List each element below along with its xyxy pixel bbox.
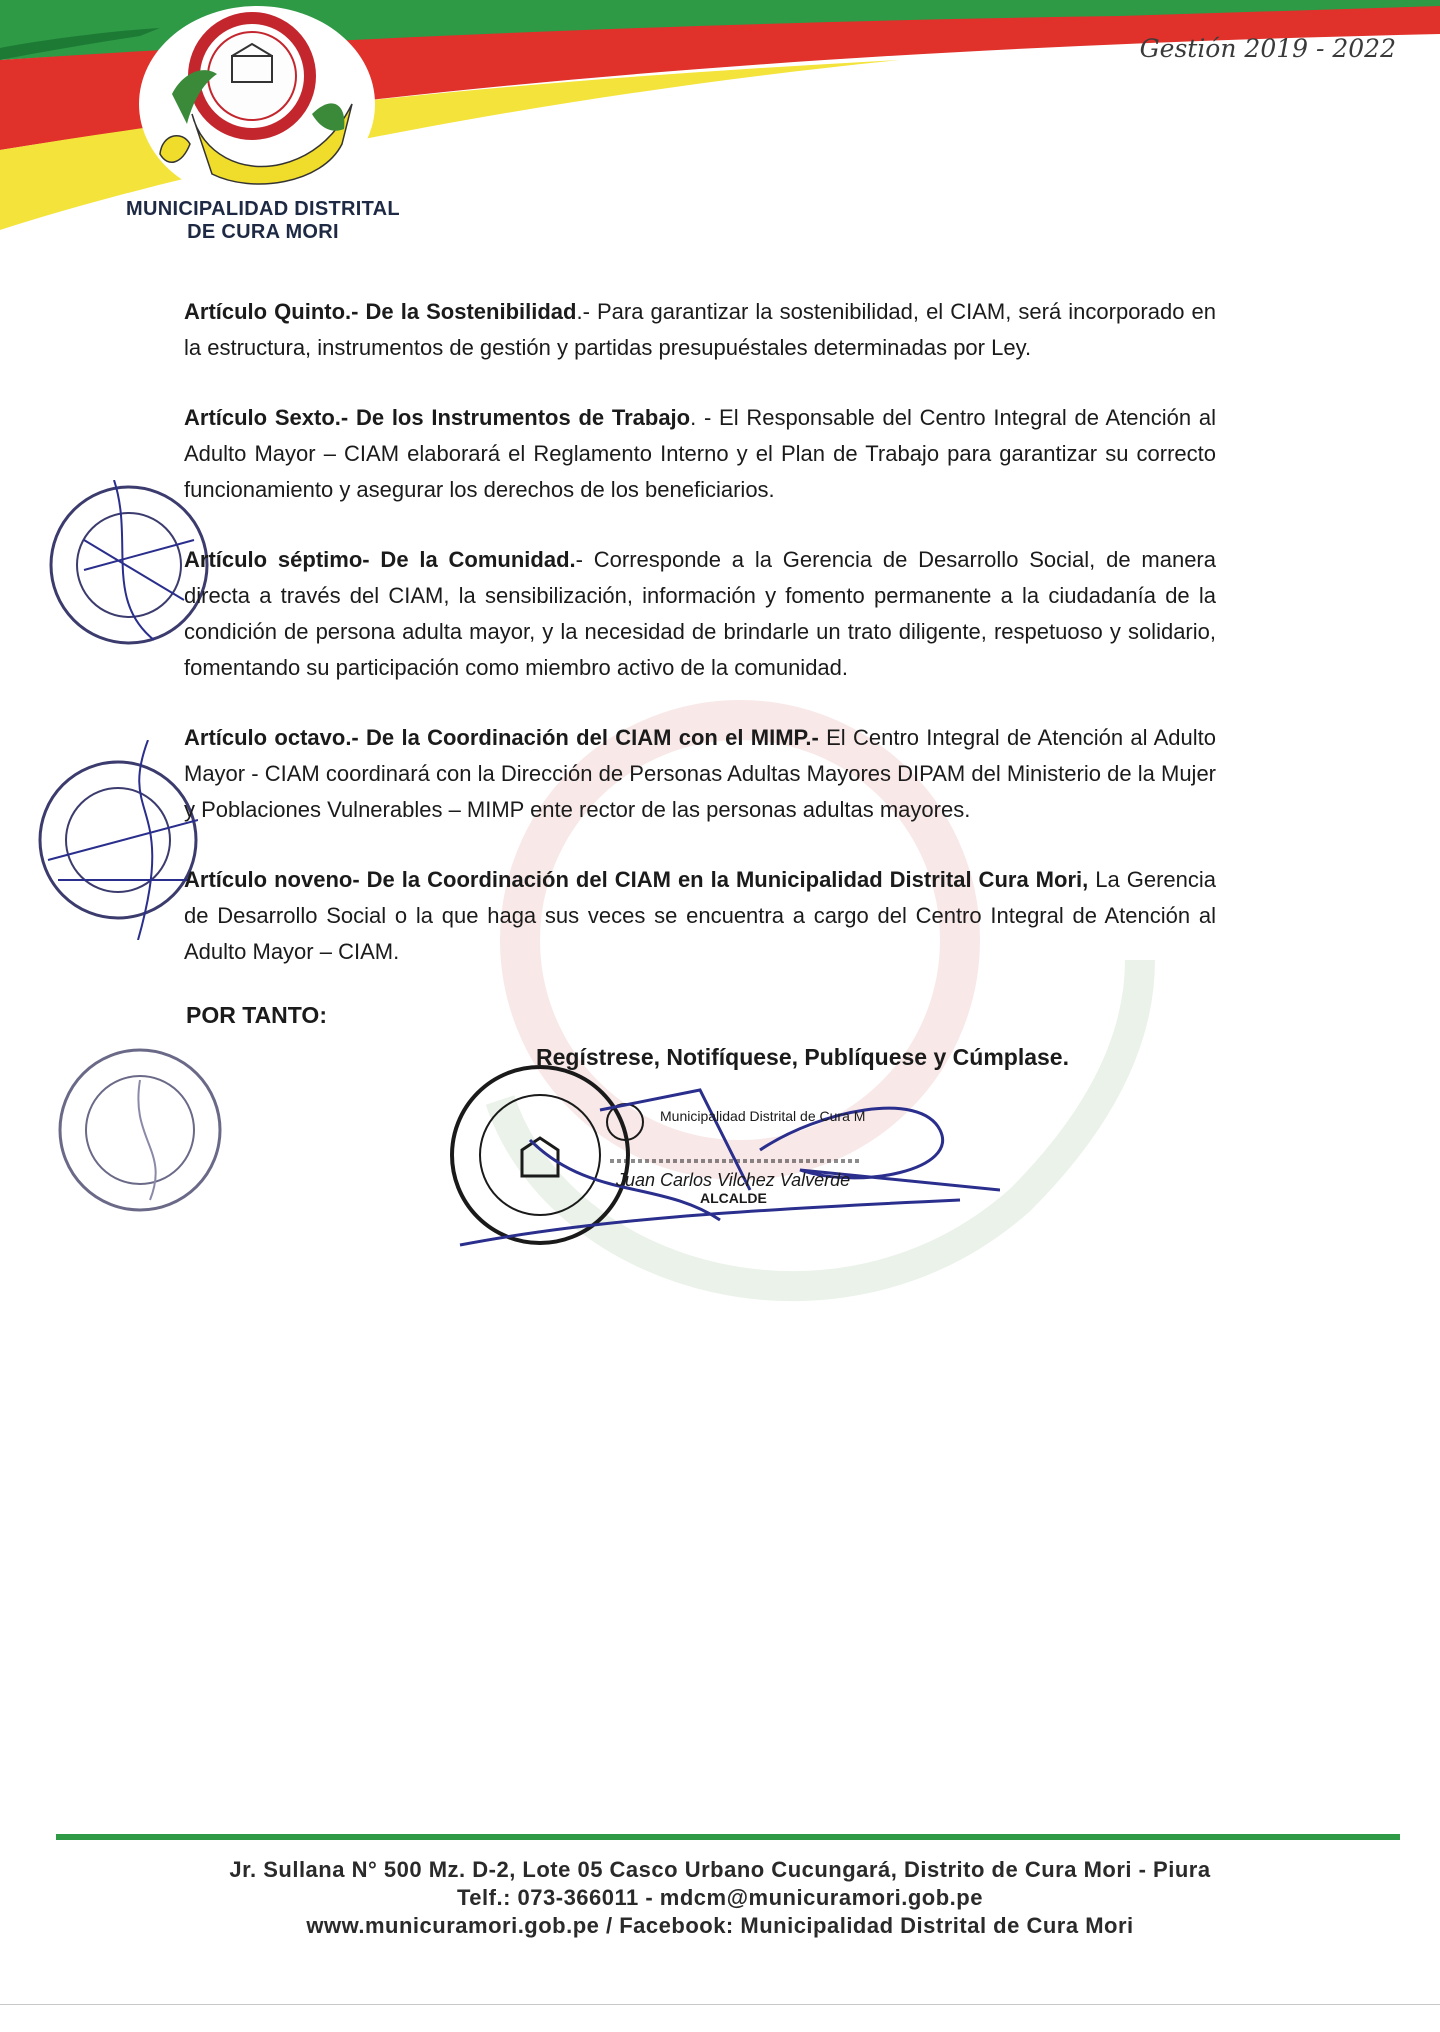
organization-name-line2: DE CURA MORI <box>187 221 339 243</box>
por-tanto-label: POR TANTO: <box>186 1002 327 1028</box>
article-septimo <box>184 542 1216 686</box>
footer-contact <box>0 1856 1440 1940</box>
article-sexto <box>184 400 1216 508</box>
article-title: Artículo octavo.- De la Coordinación del CIAM con el MIMP.- <box>184 725 819 750</box>
article-noveno <box>184 862 1216 970</box>
municipality-logo <box>132 4 382 204</box>
article-text: El Centro Integral de Atención al Adulto Mayor - CIAM coordinará con la Dirección de Personas Adultas Mayores DIPAM del Ministerio de la Mujer y Poblaciones Vulnerables – MIMP ente rector de las personas adultas mayores. <box>184 725 1216 822</box>
article-text: . - El Responsable del Centro Integral de Atención al Adulto Mayor – CIAM elaborará el Reglamento Interno y el Plan de Trabajo para garantizar su correcto funcionamiento y asegurar los derechos de los beneficiarios. <box>184 405 1216 502</box>
footer-phone-email: Telf.: 073-366011 - mdcm@municuramori.gob.pe <box>457 1885 983 1910</box>
article-title: Artículo noveno- De la Coordinación del CIAM en la Municipalidad Distrital Cura Mori, <box>184 867 1089 892</box>
footer-web-facebook: www.municuramori.gob.pe / Facebook: Municipalidad Distrital de Cura Mori <box>306 1913 1134 1938</box>
article-text: - Corresponde a la Gerencia de Desarrollo Social, de manera directa a través del CIAM, la sensibilización, información y fomento permanente a la ciudadanía de la condición de persona adulta mayor, y la necesidad de brindarle un trato diligente, respetuoso y solidario, fomentando su participación como miembro activo de la comunidad. <box>184 547 1216 680</box>
mayor-seal-signature <box>440 1050 1000 1250</box>
document-body <box>184 294 1216 1004</box>
article-title: Artículo Quinto.- De la Sostenibilidad <box>184 299 577 324</box>
article-text: La Gerencia de Desarrollo Social o la que haga sus veces se encuentra a cargo del Centro Integral de Atención al Adulto Mayor – CIAM. <box>184 867 1216 964</box>
footer-divider <box>56 1834 1400 1840</box>
article-title: Artículo séptimo- De la Comunidad. <box>184 547 576 572</box>
closing-formula: Regístrese, Notifíquese, Publíquese y Cúmplase. <box>536 1044 1069 1070</box>
asesoria-juridica-stamp <box>28 740 198 940</box>
organization-name <box>88 198 438 244</box>
page-bottom-edge <box>0 2004 1440 2005</box>
signatory-name: Juan Carlos Vilchez Valverde <box>616 1170 851 1190</box>
footer-address: Jr. Sullana N° 500 Mz. D-2, Lote 05 Casco Urbano Cucungará, Distrito de Cura Mori - Piura <box>229 1857 1211 1882</box>
article-octavo <box>184 720 1216 828</box>
desarrollo-social-stamp <box>50 1040 230 1220</box>
signatory-title: ALCALDE <box>700 1190 767 1206</box>
article-text: .- Para garantizar la sostenibilidad, el CIAM, será incorporado en la estructura, instrumentos de gestión y partidas presupuéstales determinadas por Ley. <box>184 299 1216 360</box>
signature-entity: Municipalidad Distrital de Cura M <box>660 1108 866 1124</box>
article-title: Artículo Sexto.- De los Instrumentos de Trabajo <box>184 405 691 430</box>
gestion-period: Gestión 2019 - 2022 <box>1139 34 1396 63</box>
organization-name-line1: MUNICIPALIDAD DISTRITAL <box>126 198 400 220</box>
article-quinto <box>184 294 1216 366</box>
